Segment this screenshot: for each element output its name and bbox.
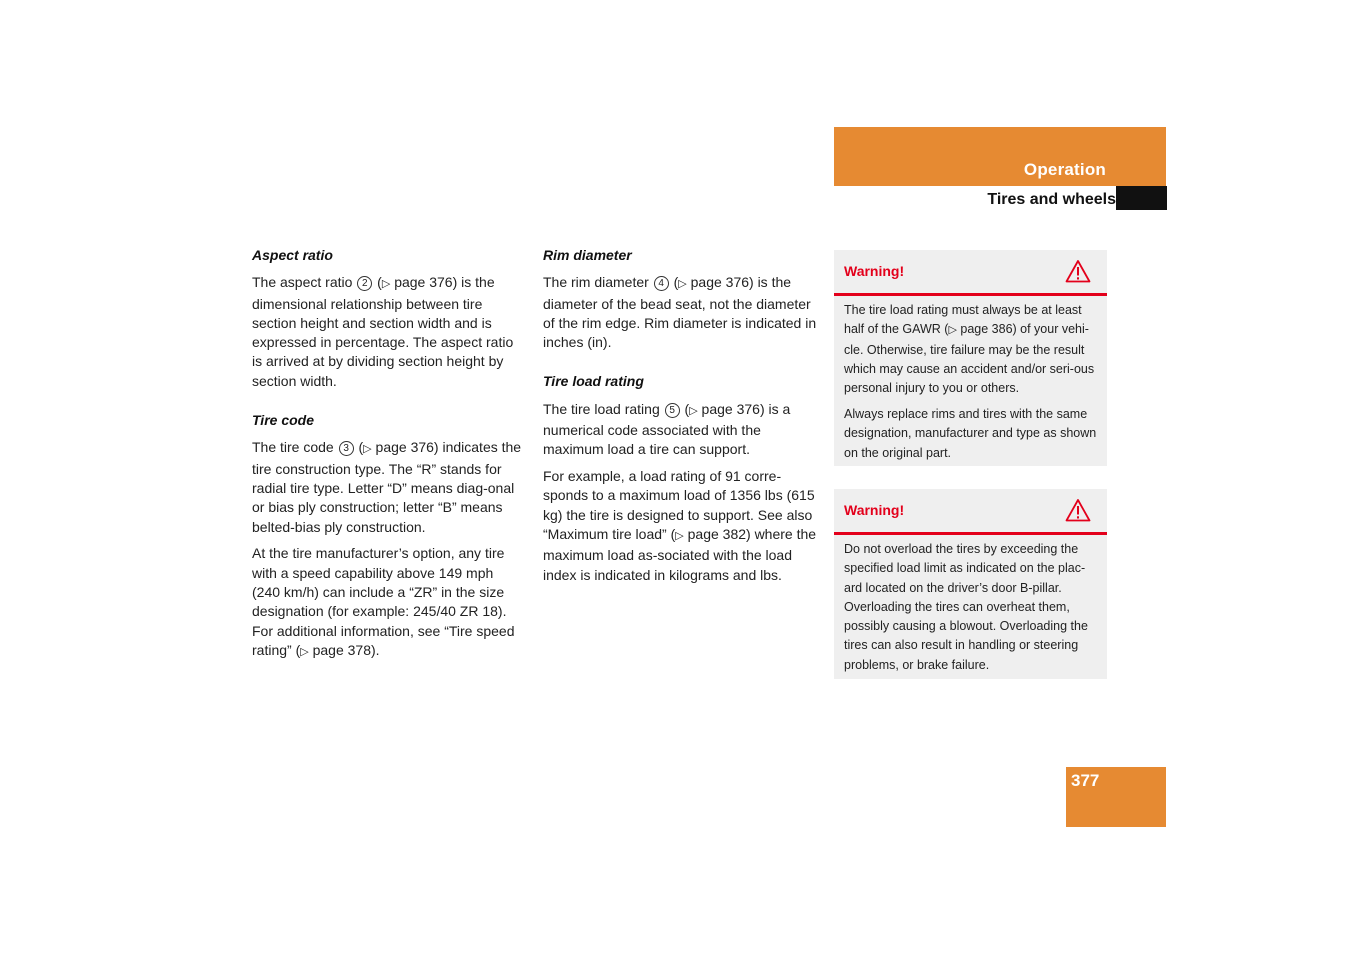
warning-paragraph: The tire load rating must always be at least half of the GAWR (▷ page 386) of your vehi-cle. Otherwise, tire failure may be the result which may cause an accident and/or seri-ous personal injury to you or others.	[844, 303, 1095, 396]
rim-diameter-paragraph: The rim diameter 4 (▷ page 376) is the diameter of the bead seat, not the diameter of the rim edge. Rim diameter is indicated in inches (in).	[543, 274, 817, 351]
section-tab-marker	[1116, 186, 1167, 210]
warning-body	[834, 535, 1107, 681]
page-reference-arrow-icon: ▷	[381, 278, 391, 291]
warning-header	[834, 489, 1107, 535]
page-reference-arrow-icon: ▷	[678, 278, 687, 291]
page-reference-arrow-icon: ▷	[363, 443, 372, 456]
page-number: 377	[1071, 771, 1100, 790]
tire-load-paragraph-1: The tire load rating 5 (▷ page 376) is a numerical code associated with the maximum load a tire can support.	[543, 400, 791, 458]
warning-triangle-icon	[1065, 259, 1091, 283]
text-column-left	[252, 246, 524, 670]
warning-box-load-rating	[834, 250, 1107, 466]
chapter-title: Operation	[1023, 160, 1106, 179]
warning-paragraph: Always replace rims and tires with the same designation, manufacturer and type as shown on the original part.	[844, 406, 1097, 460]
page-reference-arrow-icon: ▷	[948, 324, 957, 337]
page-number-band	[1066, 767, 1166, 827]
warning-label: Warning!	[844, 263, 905, 279]
warning-triangle-icon	[1065, 498, 1091, 522]
aspect-ratio-heading: Aspect ratio	[252, 247, 333, 263]
tire-code-paragraph-1: The tire code 3 (▷ page 376) indicates the tire construction type. The “R” stands for radial tire type. Letter “D” means diag-onal or bias ply construction; letter “B” means belted-bias ply construction.	[252, 439, 522, 535]
section-title: Tires and wheels	[987, 191, 1116, 208]
aspect-ratio-paragraph: The aspect ratio 2 (▷ page 376) is the dimensional relationship between tire section height and section width and is expressed in percentage. The aspect ratio is arrived at by dividing section height by section width.	[252, 274, 514, 389]
callout-number-3: 3	[339, 441, 354, 456]
callout-number-5: 5	[665, 403, 680, 418]
chapter-header-band	[834, 127, 1166, 186]
page-reference-arrow-icon: ▷	[689, 404, 698, 417]
warning-paragraph: Do not overload the tires by exceeding the specified load limit as indicated on the plac-ard located on the driver’s door B-pillar. Overloading the tires can overheat them, possibly causing a blowout. Overloading the tires can also result in handling or steering problems, or brake failure.	[844, 542, 1088, 672]
tire-code-paragraph-2: At the tire manufacturer’s option, any tire with a speed capability above 149 mph (240 km/h) can include a “ZR” in the size designation (for example: 245/40 ZR 18). For additional information, see “Tire speed rating” (▷ page 378).	[252, 545, 515, 658]
warning-box-overload	[834, 489, 1107, 679]
tire-load-paragraph-2: For example, a load rating of 91 corre-sponds to a maximum load of 1356 lbs (615 kg) the tire is designed to support. See also “Maximum tire load” (▷ page 382) where the maximum load as-sociated with the load index is indicated in kilograms and lbs.	[543, 468, 817, 583]
warning-header	[834, 250, 1107, 296]
page-reference-arrow-icon: ▷	[675, 530, 684, 543]
page-reference-arrow-icon: ▷	[300, 645, 309, 658]
warning-body	[834, 296, 1107, 469]
callout-number-2: 2	[357, 276, 372, 291]
tire-code-heading: Tire code	[252, 412, 314, 429]
callout-number-4: 4	[654, 276, 669, 291]
rim-diameter-heading: Rim diameter	[543, 247, 632, 263]
tire-load-rating-heading: Tire load rating	[543, 373, 644, 390]
text-column-middle	[543, 246, 819, 592]
warning-label: Warning!	[844, 502, 905, 518]
